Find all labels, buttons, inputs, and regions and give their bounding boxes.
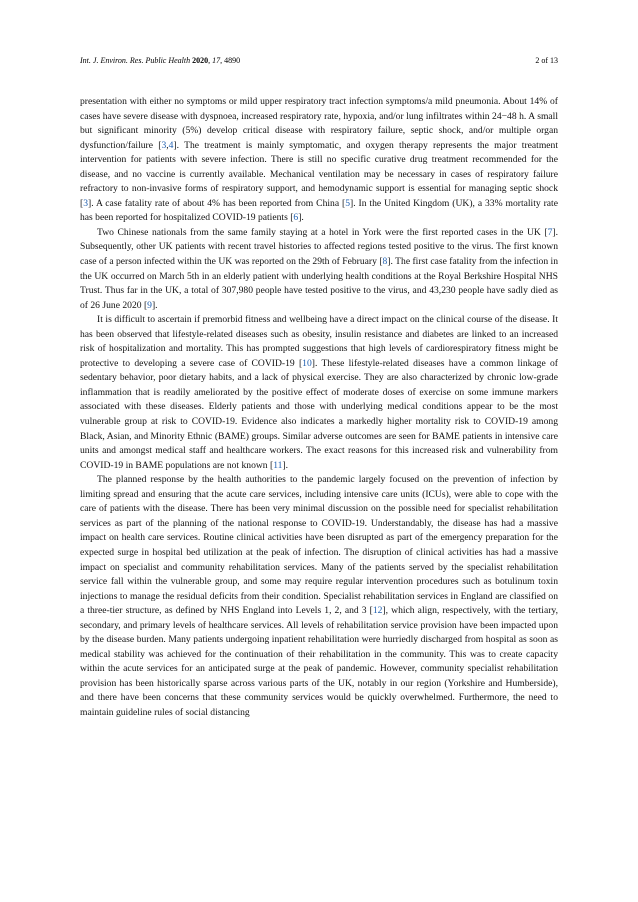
article-number: 4890 bbox=[224, 56, 241, 65]
reference-link[interactable]: 3 bbox=[83, 197, 88, 209]
reference-link[interactable]: 8 bbox=[382, 256, 388, 268]
text-run: ], which align, respectively, with the tertiary, secondary, and primary levels of healthcare services. All levels of rehabilitation service provision have been impacted upon by the disease burden. Many patients undergoing inpatient rehabilitation were hurriedly discharged from hospital as soon as medical stability was achieved for the continuation of their rehabilitation in the community. This was to create capacity within the acute services for an anticipated surge at the peak of pandemic. However, community specialist rehabilitation provision has been historically sparse across various parts of the UK, notably in our region (Yorkshire and Humberside), and there have been concerns that these community services would be quickly overwhelmed. Furthermore, the need to maintain guideline rules of social distancing bbox=[80, 605, 558, 718]
text-run: ]. Subsequently, other UK patients with recent travel histories to affected regions tested positive to the virus. The first known case of a person infected within the UK was reported on the 29th of February [ bbox=[80, 226, 558, 268]
text-run: ]. The first case fatality from the infection in the UK occurred on March 5th in an elderly patient with underlying health conditions at the Royal Berkshire Hospital NHS Trust. Thus far in the UK, a total of 307,980 people have tested positive to the virus, and 43,230 people have sadly died as of 26 June 2020 [ bbox=[80, 256, 558, 311]
reference-link[interactable]: 3 bbox=[161, 139, 167, 151]
reference-link[interactable]: 4 bbox=[168, 139, 174, 151]
text-run: ]. The treatment is mainly symptomatic, and oxygen therapy represents the major treatment intervention for patients with severe infection. There is still no specific curative drug treatment recommended for the disease, and no vaccine is currently available. Mechanical ventilation may be necessary in cases of respiratory failure refractory to non-invasive forms of respiratory support, and hemodynamic support is essential for managing septic shock [ bbox=[80, 139, 558, 209]
text-run: presentation with either no symptoms or mild upper respiratory tract infection symptoms/a mild pneumonia. About 14% of cases have severe disease with dyspnoea, increased respiratory rate, hypoxia, and/or lung infiltrates within 24−48 h. A small but significant minority (5%) develop critical disease with respiratory failure, septic shock, and/or multiple organ dysfunction/failure [ bbox=[80, 96, 558, 151]
paragraph-1 bbox=[80, 95, 558, 226]
paragraph-4 bbox=[80, 473, 558, 720]
reference-link[interactable]: 11 bbox=[273, 459, 283, 471]
text-run: ]. bbox=[151, 299, 158, 311]
journal-name: Int. J. Environ. Res. Public Health bbox=[80, 56, 191, 65]
running-header bbox=[80, 56, 558, 70]
text-run: The planned response by the health authorities to the pandemic largely focused on the prevention of infection by limiting spread and ensuring that the acute care services, including intensive care units (ICUs), were able to cope with the care of patients with the disease. There has been very minimal discussion on the possible need for specialist rehabilitation services as part of the planning of the national response to COVID-19. Understandably, the disease has had a massive impact on health care services. Routine clinical activities have been disrupted as part of the emergency preparation for the expected surge in hospital bed utilization at the peak of infection. The disruption of clinical activities has had a massive impact on specialist and community rehabilitation services. Many of the patients served by the specialist rehabilitation service fall within the vulnerable group, and some may require regular intervention procedures such as botulinum toxin injections to manage the residual deficits from their condition. Specialist rehabilitation services in England are classified on a three-tier structure, as defined by NHS England into Levels 1, 2, and 3 [ bbox=[80, 474, 558, 617]
page-number: 2 of 13 bbox=[535, 56, 558, 65]
journal-volume: 17 bbox=[212, 56, 221, 65]
text-run: ]. These lifestyle-related diseases have a common linkage of sedentary behavior, poor dietary habits, and a lack of physical exercise. They are also characterized by chronic low-grade inflammation that is readily ameliorated by the positive effect of moderate doses of exercise on some immune markers associated with these diseases. Elderly patients and those with underlying medical conditions appear to be the most vulnerable group at risk to COVID-19. Evidence also indicates a markedly higher mortality risk to COVID-19 among Black, Asian, and Minority Ethnic (BAME) groups. Similar adverse outcomes are seen for BAME patients in intensive care units and amongst medical staff and healthcare workers. The exact reasons for this increased risk and vulnerability from COVID-19 in BAME populations are not known [ bbox=[80, 357, 558, 471]
text-run: ]. In the United Kingdom (UK), a 33% mortality rate has been reported for hospitalized COVID-19 patients [ bbox=[80, 197, 558, 224]
text-run: ]. bbox=[298, 212, 304, 224]
text-run: Two Chinese nationals from the same family staying at a hotel in York were the first reported cases in the UK [ bbox=[97, 226, 548, 238]
reference-link[interactable]: 5 bbox=[345, 197, 350, 209]
journal-citation: Int. J. Environ. Res. Public Health 2020, 17, 4890 bbox=[80, 56, 241, 65]
paragraph-3 bbox=[80, 313, 558, 473]
reference-link[interactable]: 7 bbox=[547, 226, 553, 238]
reference-link[interactable]: 6 bbox=[293, 212, 299, 224]
text-run: ]. A case fatality rate of about 4% has been reported from China [ bbox=[88, 197, 346, 209]
text-run: ]. bbox=[282, 459, 289, 471]
paragraph-2 bbox=[80, 226, 558, 313]
text-run: It is difficult to ascertain if premorbid fitness and wellbeing have a direct impact on the clinical course of the disease. It has been observed that lifestyle-related diseases such as obesity, insulin resistance and diabetes are linked to an increased risk of hospitalization and mortality. This has prompted suggestions that high levels of cardiorespiratory fitness might be protective to developing a severe case of COVID-19 [ bbox=[80, 314, 558, 369]
reference-link[interactable]: 9 bbox=[147, 299, 152, 311]
article-body bbox=[80, 95, 558, 721]
text-run: , bbox=[166, 139, 169, 151]
reference-link[interactable]: 12 bbox=[372, 605, 383, 617]
reference-link[interactable]: 10 bbox=[302, 357, 312, 369]
journal-year: 2020 bbox=[192, 56, 209, 65]
